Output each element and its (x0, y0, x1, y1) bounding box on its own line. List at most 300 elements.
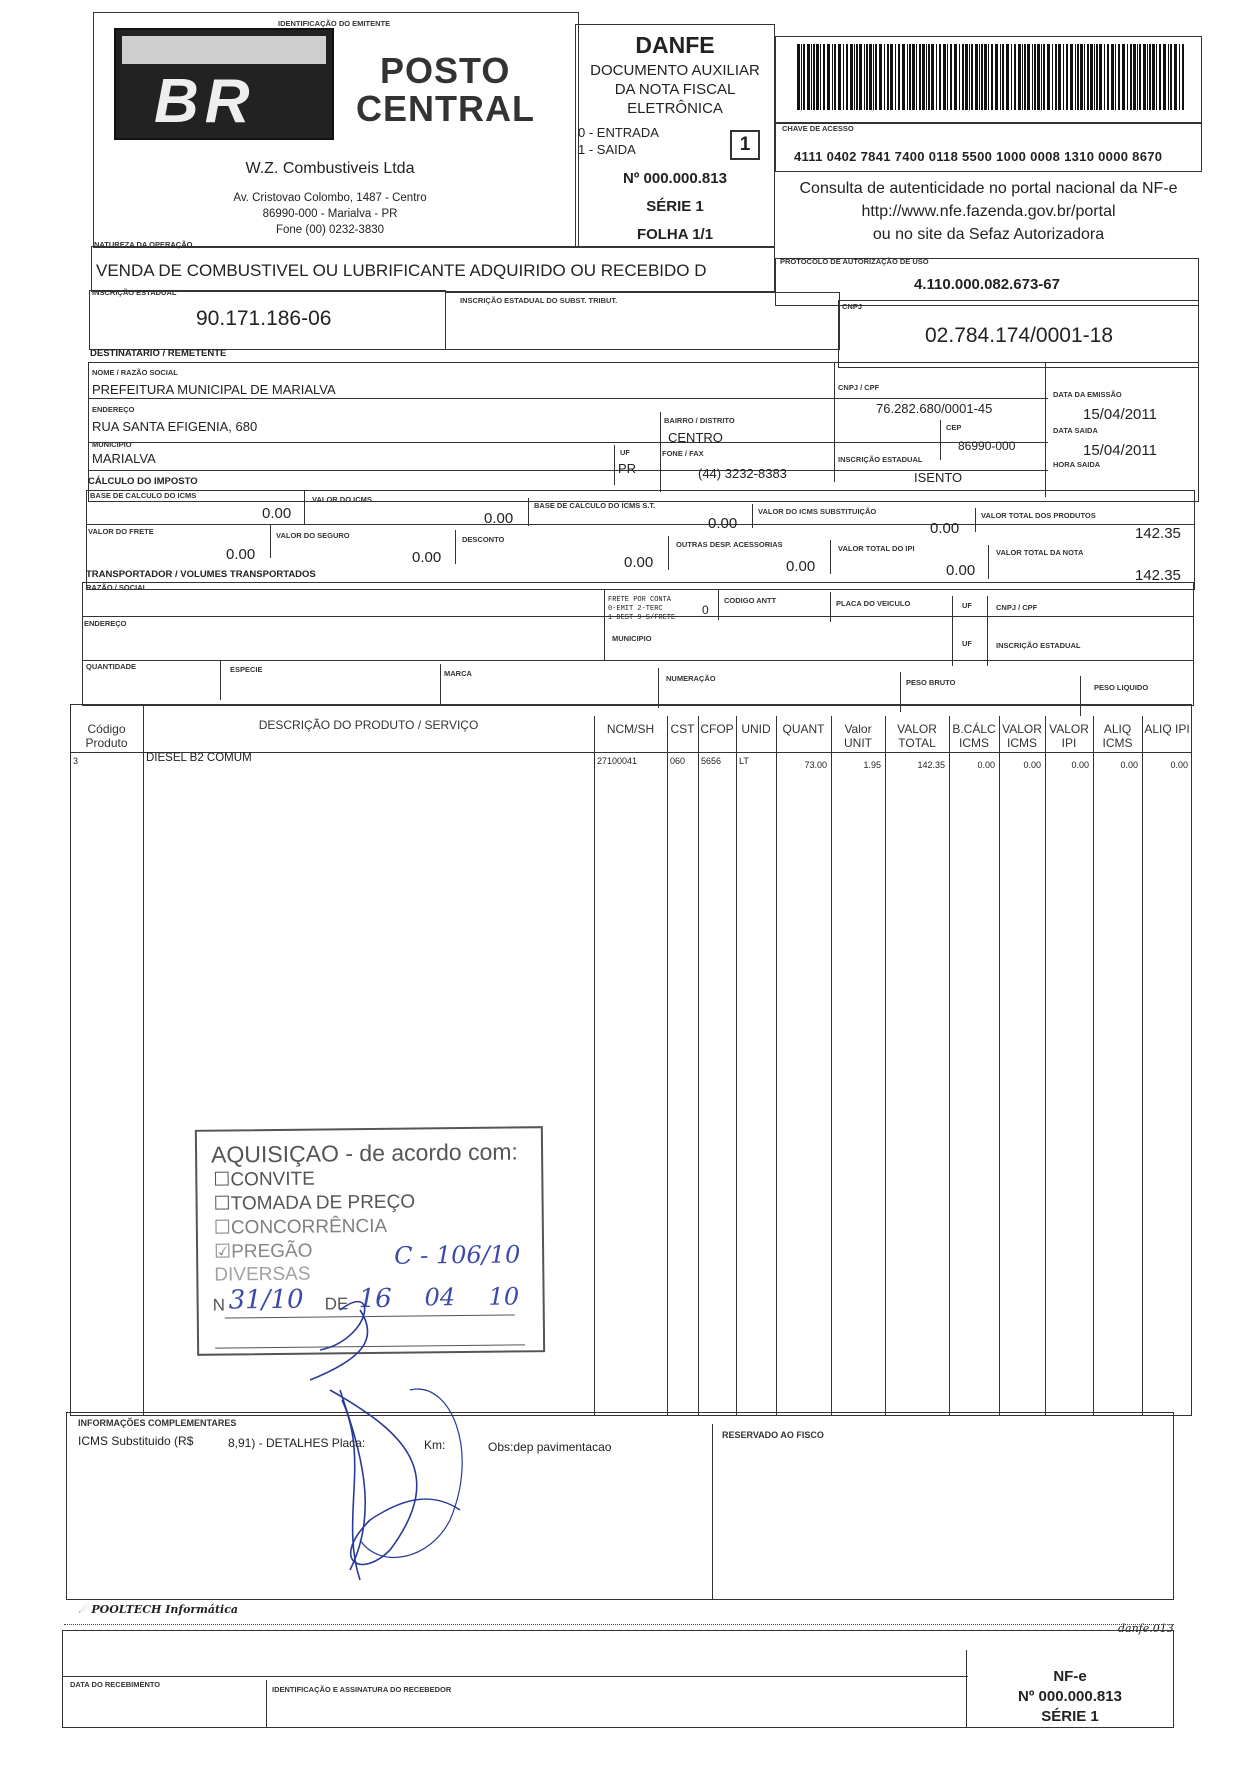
table-cell: 27100041 (597, 756, 638, 766)
chave-value: 4111 0402 7841 7400 0118 5500 1000 0008 1310 0000 8670 (794, 149, 1163, 164)
barcode-bar (950, 44, 952, 110)
barcode-bar (1156, 44, 1157, 110)
dest-vline-3 (660, 412, 661, 492)
barcode-bar (1168, 44, 1169, 110)
barcode-bar (1002, 44, 1004, 110)
checkbox-icon: ☐ (213, 1169, 231, 1191)
barcode-bar (854, 44, 855, 110)
barcode-bar (931, 44, 934, 110)
transp-placa-label: PLACA DO VEICULO (836, 599, 911, 608)
col-header: CST (670, 722, 695, 736)
barcode-bar (1152, 44, 1155, 110)
danfe-tipo: 1 (739, 134, 751, 155)
stamp-prefix: N (212, 1295, 226, 1315)
col-header: QUANT (782, 722, 825, 736)
brand-line1: POSTO (380, 50, 511, 91)
col-divider (1142, 716, 1143, 1416)
barcode-bar (1087, 44, 1089, 110)
seguro: 0.00 (412, 549, 442, 566)
dest-line-1 (88, 398, 1048, 399)
imp-v1 (304, 490, 305, 524)
barcode-bar (1034, 44, 1036, 110)
imposto-section: CÁLCULO DO IMPOSTO (88, 476, 198, 487)
stamp-title: AQUISIÇAO - de acordo com: (210, 1138, 518, 1168)
dest-municipio: MARIALVA (92, 451, 156, 466)
nfe-label: NF-e (1053, 1668, 1087, 1685)
danfe-saida: 1 - SAIDA (578, 142, 636, 157)
dest-nome-label: NOME / RAZÃO SOCIAL (92, 368, 178, 377)
table-cell: 142.35 (917, 760, 945, 770)
transp-antt-label: CODIGO ANTT (724, 596, 777, 605)
table-cell: LT (739, 756, 749, 766)
col-header: DESCRIÇÃO DO PRODUTO / SERVIÇO (258, 718, 479, 732)
col-divider (831, 716, 832, 1416)
dest-vline-5 (940, 420, 941, 460)
barcode-bar (1006, 44, 1009, 110)
barcode-bar (1104, 44, 1105, 110)
col-header: CFOP (700, 722, 734, 736)
barcode-bar (1037, 44, 1040, 110)
transp-numeracao-label: NUMERAÇÃO (666, 674, 716, 683)
dest-fone-label: FONE / FAX (662, 449, 704, 458)
col-header: VALOR TOTAL (897, 722, 937, 750)
consulta-line2: http://www.nfe.fazenda.gov.br/portal (861, 203, 1116, 220)
barcode-bar (1170, 44, 1172, 110)
barcode-bar (879, 44, 882, 110)
barcode-bar (1139, 44, 1141, 110)
stamp-opt5: DIVERSAS (214, 1263, 311, 1286)
barcode-bar (1070, 44, 1073, 110)
transp-v6 (220, 660, 221, 700)
barcode-bar (1014, 44, 1016, 110)
barcode-bar (912, 44, 915, 110)
transp-frete-l3: 1-DEST 9-S/FRETE (608, 614, 676, 622)
barcode-bar (797, 44, 800, 110)
barcode-bar (975, 44, 978, 110)
col-divider (1045, 716, 1046, 1416)
barcode-bar (1024, 44, 1026, 110)
barcode-bar (1107, 44, 1109, 110)
dest-line-2 (88, 442, 1048, 443)
barcode-bar (1058, 44, 1061, 110)
emitente-company: W.Z. Combustiveis Ltda (245, 160, 415, 177)
table-cell: 0.00 (977, 760, 995, 770)
transp-uf2-label: UF (962, 639, 972, 648)
col-header: Código Produto (85, 722, 128, 750)
imp-v4 (975, 508, 976, 532)
barcode-bar (954, 44, 957, 110)
transp-uf-label: UF (962, 601, 972, 610)
dest-endereco-label: ENDEREÇO (92, 405, 135, 414)
transp-marca-label: MARCA (444, 669, 472, 678)
barcode-bar (1111, 44, 1114, 110)
ipi-label: VALOR TOTAL DO IPI (838, 544, 915, 553)
barcode-bar (890, 44, 893, 110)
transp-cnpj-label: CNPJ / CPF (996, 603, 1038, 612)
protocolo-label: PROTOCOLO DE AUTORIZAÇÃO DE USO (780, 257, 929, 266)
barcode-bar (1163, 44, 1166, 110)
barcode-bar (1174, 44, 1177, 110)
danfe-sub3: ELETRÔNICA (627, 100, 723, 117)
barcode-bar (820, 44, 821, 110)
danfe-title: DANFE (635, 32, 715, 58)
barcode-bar (898, 44, 900, 110)
total-prod-label: VALOR TOTAL DOS PRODUTOS (981, 511, 1096, 520)
barcode-bar (846, 44, 848, 110)
barcode-bar (869, 44, 872, 110)
ie-label: INSCRIÇÃO ESTADUAL (92, 288, 177, 297)
dest-uf-label: UF (620, 448, 630, 457)
transp-line-2 (82, 660, 1194, 661)
total-nota: 142.35 (1135, 567, 1181, 584)
barcode-bar (919, 44, 921, 110)
valor-st-label: VALOR DO ICMS SUBSTITUIÇÃO (758, 507, 877, 516)
barcode-bar (1047, 44, 1050, 110)
barcode-bar (907, 44, 908, 110)
valor-icms-label: VALOR DO ICMS (312, 495, 372, 504)
transp-v8 (658, 668, 659, 708)
barcode-bar (947, 44, 948, 110)
table-cell: 0.00 (1120, 760, 1138, 770)
stamp-opt-convite (213, 1168, 315, 1192)
base-icms-label: BASE DE CALCULO DO ICMS (90, 491, 197, 500)
barcode-bar (1118, 44, 1120, 110)
total-nota-label: VALOR TOTAL DA NOTA (996, 548, 1084, 557)
col-divider (999, 716, 1000, 1416)
barcode-bar (916, 44, 917, 110)
base-icms: 0.00 (262, 505, 292, 522)
complementares-text3: Km: (424, 1438, 446, 1452)
base-st: 0.00 (708, 515, 738, 532)
barcode-bar (1077, 44, 1079, 110)
transp-endereco-label: ENDEREÇO (84, 619, 127, 628)
dest-vline-1 (834, 362, 835, 482)
barcode-bar (827, 44, 830, 110)
barcode-bar (813, 44, 815, 110)
transp-liquido-label: PESO LIQUIDO (1094, 683, 1149, 692)
barcode-icon (797, 44, 1187, 110)
barcode-bar (887, 44, 889, 110)
barcode-bar (1099, 44, 1102, 110)
dest-nome: PREFEITURA MUNICIPAL DE MARIALVA (92, 382, 336, 397)
assinatura-label: IDENTIFICAÇÃO E ASSINATURA DO RECEBEDOR (272, 1685, 452, 1694)
barcode-bar (981, 44, 983, 110)
barcode-bar (816, 44, 819, 110)
emitente-address: Av. Cristovao Colombo, 1487 - Centro (233, 192, 427, 204)
transp-frete-l1: FRETE POR CONTA (608, 596, 672, 604)
col-divider (667, 716, 668, 1416)
barcode-bar (1041, 44, 1042, 110)
dest-cep: 86990-000 (958, 439, 1016, 453)
barcode-bar (969, 44, 970, 110)
barcode-bar (859, 44, 862, 110)
dest-cep-label: CEP (946, 423, 962, 432)
canhoto-v2 (266, 1680, 267, 1728)
col-header: B.CÁLC ICMS (952, 722, 996, 750)
table-cell: 060 (670, 756, 686, 766)
valor-icms: 0.00 (484, 510, 514, 527)
cnpj-label: CNPJ (842, 302, 863, 311)
barcode-bar (823, 44, 825, 110)
ie-st-label: INSCRIÇÃO ESTADUAL DO SUBST. TRIBUT. (460, 296, 618, 305)
danfe-tipo-box (730, 130, 760, 160)
barcode-bar (979, 44, 980, 110)
barcode-bar (1027, 44, 1030, 110)
barcode-bar (1133, 44, 1136, 110)
col-header: NCM/SH (606, 722, 655, 736)
chave-label: CHAVE DE ACESSO (782, 124, 854, 133)
barcode-bar (856, 44, 858, 110)
dest-cnpj-label: CNPJ / CPF (838, 383, 880, 392)
barcode-bar (803, 44, 805, 110)
stamp-date-y: 10 (488, 1282, 520, 1311)
stamp-opt3: CONCORRÊNCIA (230, 1215, 388, 1239)
stamp-date-m: 04 (424, 1283, 456, 1312)
destinatario-section: DESTINATARIO / REMETENTE (90, 348, 227, 359)
col-divider (1093, 716, 1094, 1416)
transp-v7 (440, 664, 441, 704)
pooltech-text: POOLTECH Informática (91, 1603, 239, 1616)
barcode-bar (926, 44, 927, 110)
dest-cnpj: 76.282.680/0001-45 (876, 401, 993, 416)
stamp-handwritten-numero: 31/10 (228, 1284, 304, 1316)
barcode-bar (1096, 44, 1098, 110)
imp-v6 (455, 530, 456, 564)
barcode-bar (1043, 44, 1045, 110)
col-divider (949, 716, 950, 1416)
complementares-text2: 8,91) - DETALHES Placa: (228, 1436, 366, 1450)
transp-ie-label: INSCRIÇÃO ESTADUAL (996, 641, 1081, 650)
transp-frete-value: 0 (702, 603, 709, 617)
checked-checkbox-icon: ☑ (213, 1241, 232, 1263)
complementares-text4: Obs:dep pavimentacao (488, 1440, 612, 1454)
table-cell: 73.00 (804, 760, 827, 770)
recebimento-label: DATA DO RECEBIMENTO (70, 1680, 161, 1689)
dest-bairro: CENTRO (668, 430, 723, 445)
barcode-bar (1080, 44, 1083, 110)
checkbox-icon: ☐ (213, 1217, 232, 1239)
dest-endereco: RUA SANTA EFIGENIA, 680 (92, 419, 258, 434)
barcode-bar (807, 44, 810, 110)
desconto: 0.00 (624, 554, 654, 571)
desconto-label: DESCONTO (462, 535, 505, 544)
protocolo-value: 4.110.000.082.673-67 (914, 276, 1060, 293)
ie-value: 90.171.186-06 (196, 307, 332, 330)
consulta-line3: ou no site da Sefaz Autorizadora (872, 226, 1105, 243)
seguro-label: VALOR DO SEGURO (276, 531, 350, 540)
br-logo-text: BR (154, 67, 256, 136)
imp-v5 (270, 524, 271, 558)
transp-razao-label: RAZÃO / SOCIAL (86, 583, 148, 592)
barcode-bar (902, 44, 905, 110)
dest-saida-label: DATA SAIDA (1053, 426, 1098, 435)
stamp-opt-pregao (214, 1240, 313, 1264)
imp-v2 (528, 498, 529, 526)
table-cell: 1.95 (863, 760, 881, 770)
barcode-bar (1011, 44, 1012, 110)
barcode-bar (1130, 44, 1132, 110)
barcode-bar (1052, 44, 1053, 110)
col-header: ALIQ ICMS (1102, 722, 1133, 750)
col-header: VALOR ICMS (1002, 722, 1042, 750)
transp-municipio-label: MUNICIPIO (612, 634, 652, 643)
imp-v9 (988, 545, 989, 579)
transp-frete-l2: 0-EMIT 2-TERC (608, 605, 663, 613)
table-cell: 0.00 (1071, 760, 1089, 770)
dest-uf: PR (618, 461, 637, 476)
barcode-bar (1084, 44, 1085, 110)
barcode-bar (1000, 44, 1001, 110)
col-header: ALIQ IPI (1144, 722, 1190, 736)
barcode-bar (962, 44, 964, 110)
barcode-bar (1179, 44, 1180, 110)
barcode-bar (1063, 44, 1064, 110)
col-header: UNID (741, 722, 771, 736)
nfe-numero: Nº 000.000.813 (1018, 1688, 1122, 1705)
table-cell: 5656 (701, 756, 722, 766)
dest-emissao-label: DATA DA EMISSÃO (1053, 390, 1122, 399)
barcode-bar (959, 44, 960, 110)
imp-v7 (668, 536, 669, 570)
barcode-bar (1032, 44, 1033, 110)
barcode-bar (1127, 44, 1128, 110)
dest-saida: 15/04/2011 (1083, 442, 1157, 459)
br-logo (114, 28, 334, 140)
barcode-bar (843, 44, 844, 110)
danfe-ref: danfe.013 (1118, 1622, 1174, 1635)
brand-line2: CENTRAL (356, 88, 535, 129)
barcode-bar (834, 44, 836, 110)
barcode-bar (936, 44, 937, 110)
transp-qtd-label: QUANTIDADE (86, 662, 136, 671)
fisco-label: RESERVADO AO FISCO (722, 1430, 824, 1440)
table-cell: 0.00 (1023, 760, 1041, 770)
barcode-bar (1094, 44, 1095, 110)
barcode-bar (884, 44, 885, 110)
barcode-bar (1115, 44, 1116, 110)
imp-v8 (830, 540, 831, 574)
dest-vline-4 (614, 445, 615, 485)
barcode-bar (838, 44, 841, 110)
imposto-mid-line (86, 524, 1195, 525)
barcode-bar (811, 44, 812, 110)
consulta-line1: Consulta de autenticidade no portal nacional da NF-e (799, 180, 1178, 197)
barcode-bar (1066, 44, 1068, 110)
danfe-sub1: DOCUMENTO AUXILIAR (590, 62, 760, 79)
dest-bairro-label: BAIRRO / DISTRITO (664, 416, 735, 425)
stamp-handwritten-processo: C - 106/10 (394, 1240, 521, 1270)
canhoto-line (62, 1676, 968, 1677)
barcode-bar (832, 44, 833, 110)
dest-emissao: 15/04/2011 (1083, 406, 1157, 423)
dest-vline-2 (1045, 362, 1046, 497)
outras: 0.00 (786, 558, 816, 575)
table-cell: 0.00 (1170, 760, 1188, 770)
dest-line-3 (88, 470, 1048, 471)
barcode-bar (928, 44, 930, 110)
transp-v3 (830, 592, 831, 622)
col-header: VALOR IPI (1049, 722, 1089, 750)
barcode-bar (1022, 44, 1023, 110)
barcode-bar (873, 44, 874, 110)
transp-v1 (604, 590, 605, 660)
frete-label: VALOR DO FRETE (88, 527, 154, 536)
barcode-bar (965, 44, 968, 110)
dest-ie: ISENTO (914, 470, 963, 485)
stamp-de: DE (324, 1294, 349, 1314)
product-description: DIESEL B2 COMUM (146, 752, 252, 764)
complementares-label: INFORMAÇÕES COMPLEMENTARES (78, 1418, 237, 1428)
valor-st: 0.00 (930, 520, 960, 537)
barcode-bar (909, 44, 911, 110)
barcode-bar (1147, 44, 1148, 110)
barcode-bar (1122, 44, 1125, 110)
emitente-phone: Fone (00) 0232-3830 (275, 224, 385, 236)
barcode-bar (988, 44, 989, 110)
table-cell: 3 (73, 756, 79, 766)
barcode-bar (864, 44, 865, 110)
barcode-bar (850, 44, 853, 110)
imp-v3 (752, 504, 753, 528)
transp-especie-label: ESPECIE (230, 665, 263, 674)
pooltech-icon: ☄ (78, 1603, 88, 1616)
barcode-bar (995, 44, 998, 110)
col-divider (143, 704, 144, 1416)
total-prod: 142.35 (1135, 525, 1181, 542)
cnpj-value: 02.784.174/0001-18 (925, 324, 1114, 347)
transporte-section: TRANSPORTADOR / VOLUMES TRANSPORTADOS (86, 569, 316, 580)
barcode-bar (939, 44, 941, 110)
barcode-bar (1137, 44, 1138, 110)
frete: 0.00 (226, 546, 256, 563)
barcode-bar (1159, 44, 1161, 110)
barcode-bar (1055, 44, 1057, 110)
stamp-date-d: 16 (358, 1283, 392, 1315)
stamp-opt-diversas (214, 1264, 310, 1287)
barcode-bar (875, 44, 877, 110)
col-divider (594, 716, 595, 1416)
natureza-value: VENDA DE COMBUSTIVEL OU LUBRIFICANTE ADQUIRIDO OU RECEBIDO D (96, 261, 707, 280)
outras-label: OUTRAS DESP. ACESSORIAS (676, 540, 783, 549)
col-divider (698, 716, 699, 1416)
barcode-bar (1018, 44, 1021, 110)
danfe-entrada: 0 - ENTRADA (578, 125, 659, 140)
emitente-city: 86990-000 - Marialva - PR (262, 208, 398, 220)
col-divider (885, 716, 886, 1416)
stamp-opt1: CONVITE (230, 1168, 315, 1191)
danfe-sub2: DA NOTA FISCAL (614, 81, 736, 98)
stamp-opt4: PREGÃO (231, 1240, 313, 1263)
col-divider (776, 716, 777, 1416)
transp-v2 (718, 590, 719, 620)
danfe-numero: Nº 000.000.813 (623, 170, 727, 187)
complementares-text1: ICMS Substituido (R$ (78, 1434, 194, 1448)
base-st-label: BASE DE CALCULO DO ICMS S.T. (534, 501, 656, 510)
barcode-bar (1143, 44, 1146, 110)
nfe-serie: SÉRIE 1 (1041, 1708, 1099, 1725)
barcode-bar (984, 44, 987, 110)
barcode-bar (1075, 44, 1076, 110)
transp-bruto-label: PESO BRUTO (906, 678, 956, 687)
barcode-bar (895, 44, 896, 110)
natureza-label: NATUREZA DA OPERAÇÃO (94, 240, 193, 249)
col-divider (736, 716, 737, 1416)
ipi: 0.00 (946, 562, 976, 579)
dest-ie-label: INSCRIÇÃO ESTADUAL (838, 455, 923, 464)
complementares-divider (712, 1424, 713, 1600)
danfe-serie: SÉRIE 1 (646, 198, 704, 215)
barcode-bar (1149, 44, 1151, 110)
